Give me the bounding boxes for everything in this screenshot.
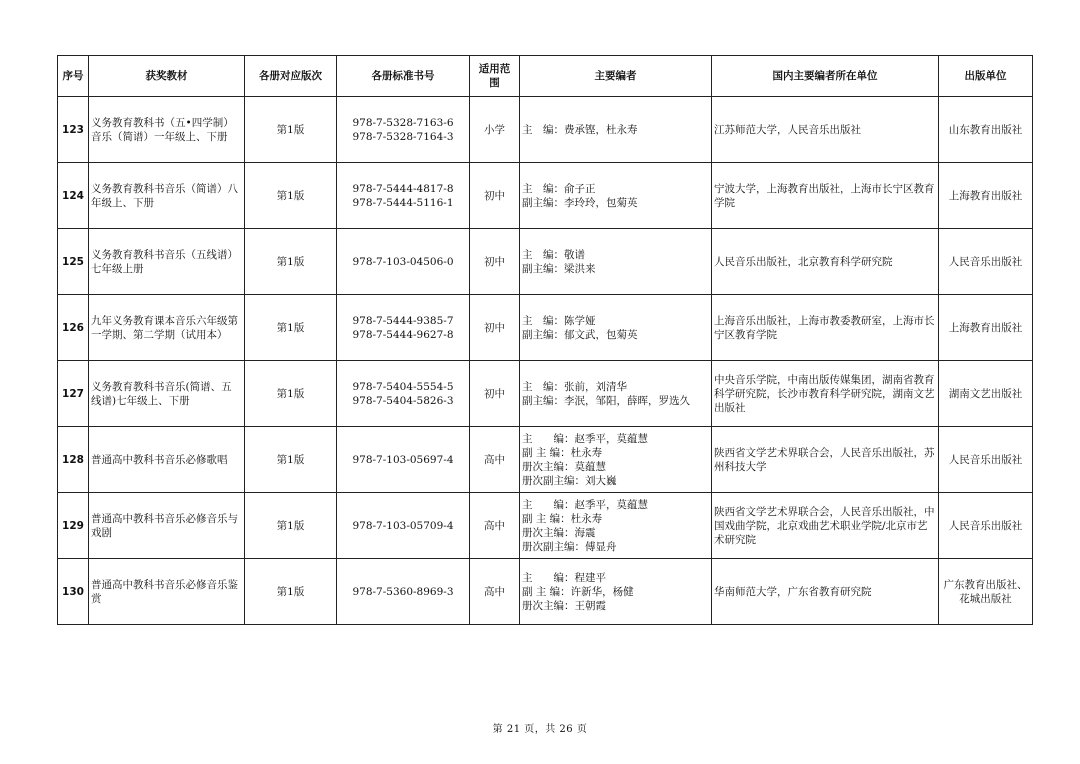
editor-line: 主 编：赵季平，莫蕴慧 xyxy=(522,432,648,445)
textbook-title: 义务教育教科书音乐（五线谱）七年级上册 xyxy=(89,229,245,295)
row-number: 127 xyxy=(58,361,89,427)
textbook-title: 普通高中教科书音乐必修音乐与戏剧 xyxy=(89,493,245,559)
editor-line: 主 编：程建平 xyxy=(522,571,606,584)
header-units: 国内主要编者所在单位 xyxy=(712,56,939,97)
editor-line: 副主编：李泯，邹阳，薛晖，罗选久 xyxy=(522,394,690,407)
header-range: 适用范围 xyxy=(470,56,520,97)
awards-table xyxy=(57,55,1033,625)
edition-cell: 第1版 xyxy=(245,493,337,559)
isbn-cell xyxy=(337,361,470,427)
isbn-cell xyxy=(337,295,470,361)
isbn-line: 978-7-5444-9385-7 xyxy=(352,314,454,327)
editor-line: 主 编：张前，刘清华 xyxy=(522,380,627,393)
editor-line: 副 主 编：杜永寿 xyxy=(522,446,603,459)
isbn-cell xyxy=(337,427,470,493)
editor-line: 册次主编：莫蕴慧 xyxy=(522,460,606,473)
editor-line: 主 编：赵季平，莫蕴慧 xyxy=(522,498,648,511)
editor-line: 主 编：费承铿，杜永寿 xyxy=(522,123,638,136)
publisher-cell: 广东教育出版社、花城出版社 xyxy=(939,559,1033,625)
editor-line: 副主编：郁文武，包菊英 xyxy=(522,328,638,341)
textbook-title: 义务教育教科书音乐（简谱）八年级上、下册 xyxy=(89,163,245,229)
row-number: 126 xyxy=(58,295,89,361)
isbn-cell xyxy=(337,559,470,625)
range-cell: 小学 xyxy=(470,97,520,163)
isbn-cell xyxy=(337,493,470,559)
isbn-line: 978-7-103-05697-4 xyxy=(352,453,454,466)
table-row xyxy=(58,493,1033,559)
table-row xyxy=(58,295,1033,361)
header-publisher: 出版单位 xyxy=(939,56,1033,97)
header-title: 获奖教材 xyxy=(89,56,245,97)
units-cell: 宁波大学，上海教育出版社，上海市长宁区教育学院 xyxy=(712,163,939,229)
range-cell: 初中 xyxy=(470,361,520,427)
publisher-cell: 湖南文艺出版社 xyxy=(939,361,1033,427)
isbn-cell xyxy=(337,163,470,229)
editors-cell xyxy=(520,427,712,493)
page-footer: 第 21 页，共 26 页 xyxy=(492,724,588,735)
isbn-line: 978-7-5444-5116-1 xyxy=(352,196,454,209)
textbook-title: 普通高中教科书音乐必修音乐鉴赏 xyxy=(89,559,245,625)
edition-cell: 第1版 xyxy=(245,97,337,163)
units-cell: 陕西省文学艺术界联合会，人民音乐出版社，苏州科技大学 xyxy=(712,427,939,493)
textbook-title: 九年义务教育课本音乐六年级第一学期、第二学期（试用本） xyxy=(89,295,245,361)
editors-cell xyxy=(520,97,712,163)
textbook-title: 义务教育教科书音乐(简谱、五线谱)七年级上、下册 xyxy=(89,361,245,427)
edition-cell: 第1版 xyxy=(245,229,337,295)
editor-line: 册次副主编：傅显舟 xyxy=(522,540,617,553)
textbook-title: 普通高中教科书音乐必修歌唱 xyxy=(89,427,245,493)
edition-cell: 第1版 xyxy=(245,163,337,229)
header-editors: 主要编者 xyxy=(520,56,712,97)
editor-line: 副主编：梁洪来 xyxy=(522,262,596,275)
units-cell: 中央音乐学院，中南出版传媒集团，湖南省教育科学研究院，长沙市教育科学研究院，湖南文艺出版社 xyxy=(712,361,939,427)
isbn-line: 978-7-5404-5826-3 xyxy=(352,394,454,407)
editors-cell xyxy=(520,493,712,559)
edition-cell: 第1版 xyxy=(245,427,337,493)
row-number: 130 xyxy=(58,559,89,625)
publisher-cell: 人民音乐出版社 xyxy=(939,229,1033,295)
row-number: 123 xyxy=(58,97,89,163)
publisher-cell: 人民音乐出版社 xyxy=(939,427,1033,493)
editor-line: 主 编：陈学娅 xyxy=(522,314,596,327)
editors-cell xyxy=(520,559,712,625)
editor-line: 副 主 编：杜永寿 xyxy=(522,512,603,525)
row-number: 124 xyxy=(58,163,89,229)
table-body xyxy=(58,97,1033,625)
editor-line: 册次副主编：刘大巍 xyxy=(522,474,617,487)
row-number: 128 xyxy=(58,427,89,493)
isbn-line: 978-7-5444-9627-8 xyxy=(352,328,454,341)
table-row xyxy=(58,427,1033,493)
isbn-line: 978-7-5444-4817-8 xyxy=(352,182,454,195)
publisher-cell: 上海教育出版社 xyxy=(939,295,1033,361)
editors-cell xyxy=(520,163,712,229)
table-header-row xyxy=(58,56,1033,97)
editor-line: 副 主 编：许新华，杨健 xyxy=(522,585,634,598)
table-row xyxy=(58,559,1033,625)
editor-line: 副主编：李玲玲，包菊英 xyxy=(522,196,638,209)
isbn-line: 978-7-5328-7163-6 xyxy=(352,116,454,129)
edition-cell: 第1版 xyxy=(245,361,337,427)
edition-cell: 第1版 xyxy=(245,295,337,361)
range-cell: 高中 xyxy=(470,493,520,559)
range-cell: 高中 xyxy=(470,559,520,625)
editor-line: 主 编：敬谱 xyxy=(522,248,585,261)
publisher-cell: 上海教育出版社 xyxy=(939,163,1033,229)
units-cell: 人民音乐出版社，北京教育科学研究院 xyxy=(712,229,939,295)
range-cell: 初中 xyxy=(470,163,520,229)
isbn-line: 978-7-5328-7164-3 xyxy=(352,130,454,143)
range-cell: 初中 xyxy=(470,229,520,295)
editors-cell xyxy=(520,229,712,295)
table-row xyxy=(58,163,1033,229)
table-row xyxy=(58,229,1033,295)
editor-line: 主 编：俞子正 xyxy=(522,182,596,195)
publisher-cell: 人民音乐出版社 xyxy=(939,493,1033,559)
editor-line: 册次主编：海震 xyxy=(522,526,596,539)
header-num: 序号 xyxy=(58,56,89,97)
table-row xyxy=(58,361,1033,427)
editors-cell xyxy=(520,361,712,427)
row-number: 125 xyxy=(58,229,89,295)
publisher-cell: 山东教育出版社 xyxy=(939,97,1033,163)
header-isbn: 各册标准书号 xyxy=(337,56,470,97)
units-cell: 华南师范大学，广东省教育研究院 xyxy=(712,559,939,625)
range-cell: 初中 xyxy=(470,295,520,361)
range-cell: 高中 xyxy=(470,427,520,493)
editors-cell xyxy=(520,295,712,361)
units-cell: 上海音乐出版社，上海市教委教研室，上海市长宁区教育学院 xyxy=(712,295,939,361)
row-number: 129 xyxy=(58,493,89,559)
header-edition: 各册对应版次 xyxy=(245,56,337,97)
isbn-cell xyxy=(337,97,470,163)
editor-line: 册次主编：王朝霞 xyxy=(522,599,606,612)
isbn-cell xyxy=(337,229,470,295)
textbook-title: 义务教育教科书（五•四学制）音乐（简谱）一年级上、下册 xyxy=(89,97,245,163)
edition-cell: 第1版 xyxy=(245,559,337,625)
isbn-line: 978-7-5404-5554-5 xyxy=(352,380,454,393)
isbn-line: 978-7-5360-8969-3 xyxy=(352,585,454,598)
isbn-line: 978-7-103-04506-0 xyxy=(352,255,454,268)
units-cell: 江苏师范大学，人民音乐出版社 xyxy=(712,97,939,163)
table-row xyxy=(58,97,1033,163)
units-cell: 陕西省文学艺术界联合会，人民音乐出版社，中国戏曲学院，北京戏曲艺术职业学院/北京市艺术研究院 xyxy=(712,493,939,559)
isbn-line: 978-7-103-05709-4 xyxy=(352,519,454,532)
